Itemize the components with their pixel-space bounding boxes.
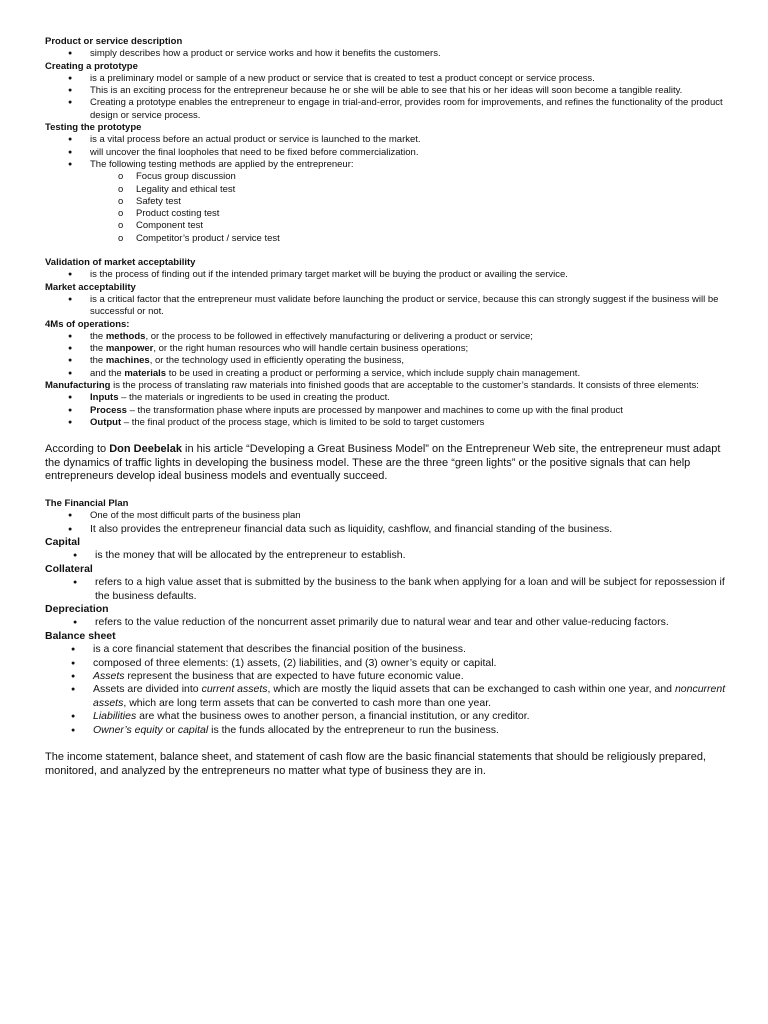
list-item: ● will uncover the final loopholes that need to be fixed before commercialization.: [90, 147, 735, 159]
list-item: ● refers to the value reduction of the noncurrent asset primarily due to natural wear and tear and other value-reducing factors.: [95, 616, 735, 629]
list-item: ● Creating a prototype enables the entrepreneur to engage in trial-and-error, provides room for improvements, and refines the functionality of the product design or service process.: [90, 97, 735, 122]
list-item: ● composed of three elements: (1) assets, (2) liabilities, and (3) owner’s equity or capital.: [93, 657, 735, 670]
list-item: ● The following testing methods are applied by the entrepreneur:: [90, 159, 735, 171]
heading-testing-prototype: Testing the prototype: [45, 122, 142, 134]
list-item: ● the methods, or the process to be followed in effectively manufacturing or delivering a product or service;: [90, 331, 735, 343]
heading-creating-prototype: Creating a prototype: [45, 60, 138, 72]
bullet-list: [45, 392, 735, 429]
list-item: ● One of the most difficult parts of the business plan: [90, 510, 735, 522]
bullet-list: [45, 269, 735, 281]
sub-list-item: o Component test: [136, 220, 735, 232]
heading-financial-plan: The Financial Plan: [45, 497, 129, 509]
manufacturing-paragraph: Manufacturing is the process of translating raw materials into finished goods that are acceptable to the customer’s standards. It consists of three elements:: [45, 380, 699, 392]
list-item: ● This is an exciting process for the entrepreneur because he or she will be able to see that his or her ideas will soon become a tangible reality.: [90, 85, 735, 97]
sub-list-item: o Product costing test: [136, 208, 735, 220]
list-item: ● refers to a high value asset that is submitted by the business to the bank when applying for a loan and will be subject for repossession if the business defaults.: [95, 576, 735, 603]
list-item: ● is a vital process before an actual product or service is launched to the market.: [90, 134, 735, 146]
bullet-list: [45, 616, 735, 629]
heading-capital: Capital: [45, 535, 81, 548]
spacer: [45, 737, 735, 751]
bullet-list: [45, 294, 735, 319]
sub-list-item: o Focus group discussion: [136, 171, 735, 183]
list-item: ● is the process of finding out if the intended primary target market will be buying the product or availing the service.: [90, 269, 735, 281]
heading-4ms: 4Ms of operations:: [45, 318, 130, 330]
list-item: ● Output – the final product of the process stage, which is limited to be sold to target customers: [90, 417, 735, 429]
closing-paragraph: The income statement, balance sheet, and statement of cash flow are the basic financial statements that should be religiously prepared, monitored, and analyzed by the entrepreneurs no matter what type of business they are in.: [45, 751, 706, 777]
bullet-list: [45, 576, 735, 603]
sub-list-item: o Safety test: [136, 196, 735, 208]
list-item: ● is a critical factor that the entrepreneur must validate before launching the product or service, because this can strongly suggest if the business will be successful or not.: [90, 294, 735, 319]
spacer: [45, 245, 735, 257]
sub-list-item: o Legality and ethical test: [136, 184, 735, 196]
list-item: ● simply describes how a product or service works and how it benefits the customers.: [90, 48, 735, 60]
bullet-list: [45, 73, 735, 122]
heading-market-acceptability: Market acceptability: [45, 281, 136, 293]
list-item: ● and the materials to be used in creating a product or performing a service, which include supply chain management.: [90, 368, 735, 380]
list-item: ● Owner’s equity or capital is the funds allocated by the entrepreneur to run the business.: [93, 724, 735, 737]
list-item: ● is a preliminary model or sample of a new product or service that is created to test a product concept or service process.: [90, 73, 735, 85]
heading-balance-sheet: Balance sheet: [45, 629, 116, 642]
document-page: [45, 36, 735, 778]
list-item: ● Process – the transformation phase where inputs are processed by manpower and machines to come up with the final product: [90, 405, 735, 417]
bullet-list: [45, 643, 735, 737]
list-item: ● the manpower, or the right human resources who will handle certain business operations;: [90, 343, 735, 355]
heading-depreciation: Depreciation: [45, 603, 109, 616]
spacer: [45, 429, 735, 443]
bullet-list: [45, 134, 735, 171]
list-item: ● It also provides the entrepreneur financial data such as liquidity, cashflow, and financial standing of the business.: [90, 523, 735, 536]
sub-list: [45, 171, 735, 245]
heading-product-description: Product or service description: [45, 36, 183, 47]
list-item: ● the machines, or the technology used in efficiently operating the business,: [90, 355, 735, 367]
list-item: ● is the money that will be allocated by the entrepreneur to establish.: [95, 549, 735, 562]
bullet-list: [45, 48, 735, 60]
list-item: ● Liabilities are what the business owes to another person, a financial institution, or any creditor.: [93, 710, 735, 723]
traffic-lights-paragraph: According to Don Deebelak in his article “Developing a Great Business Model” on the Entrepreneur Web site, the entrepreneur must adapt the dynamics of traffic lights in developing the business model. These are the three “green lights” or the positive signals that can help entrepreneurs develop ideal business models and eventually succeed.: [45, 443, 721, 483]
heading-validation: Validation of market acceptability: [45, 257, 196, 269]
list-item: ● is a core financial statement that describes the financial position of the business.: [93, 643, 735, 656]
heading-collateral: Collateral: [45, 562, 93, 575]
bullet-list: [45, 549, 735, 562]
sub-list-item: o Competitor’s product / service test: [136, 233, 735, 245]
list-item: ● Assets are divided into current assets, which are mostly the liquid assets that can be exchanged to cash within one year, and noncurrent assets, which are long term assets that can be converted to cash more than one year.: [93, 683, 735, 710]
bullet-list: [45, 331, 735, 380]
list-item: ● Assets represent the business that are expected to have future economic value.: [93, 670, 735, 683]
spacer: [45, 484, 735, 498]
bullet-list: [45, 510, 735, 536]
list-item: ● Inputs – the materials or ingredients to be used in creating the product.: [90, 392, 735, 404]
